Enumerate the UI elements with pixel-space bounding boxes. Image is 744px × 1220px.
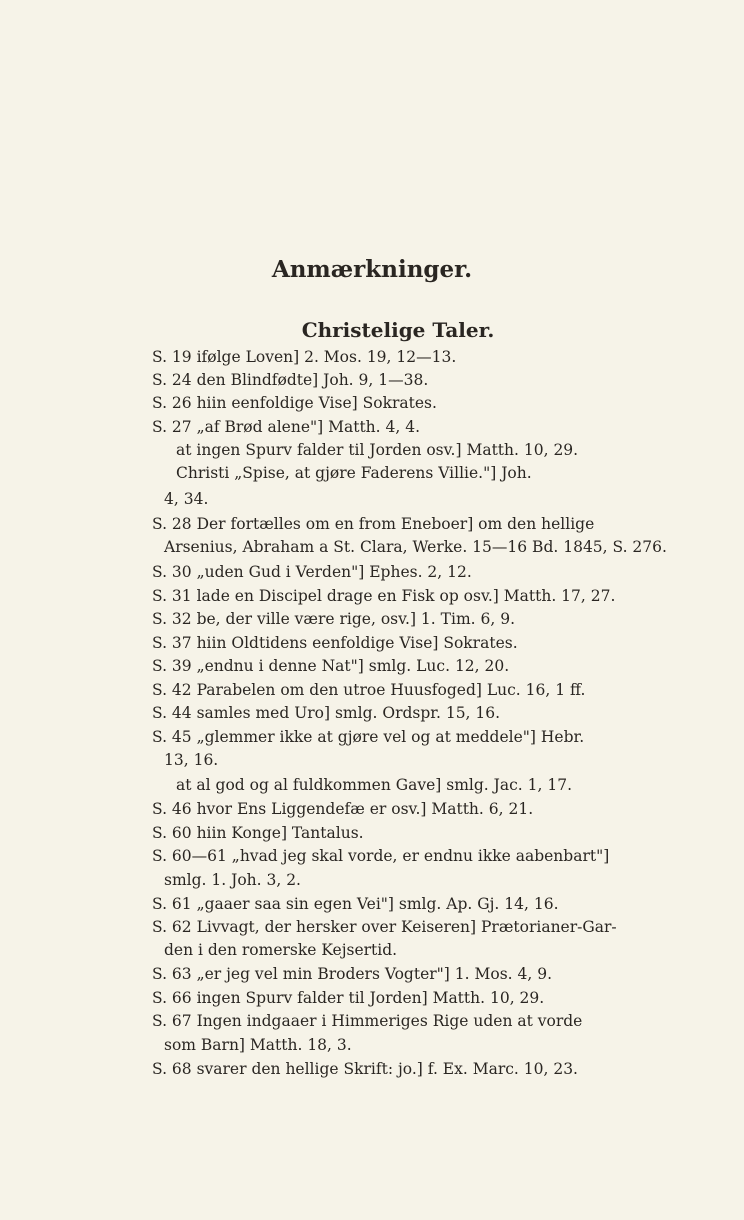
note-line: smlg. 1. Joh. 3, 2. — [164, 871, 301, 889]
note-line: S. 67 Ingen indgaaer i Himmeriges Rige uden at vorde — [152, 1012, 583, 1030]
note-line: S. 61 „gaaer saa sin egen Vei"] smlg. Ap. Gj. 14, 16. — [152, 895, 559, 913]
note-line: S. 31 lade en Discipel drage en Fisk op osv.] Matth. 17, 27. — [152, 587, 616, 605]
note-line: S. 66 ingen Spurv falder til Jorden] Matth. 10, 29. — [152, 989, 545, 1007]
note-line: S. 39 „endnu i denne Nat"] smlg. Luc. 12, 20. — [152, 657, 510, 675]
note-line: 4, 34. — [164, 490, 209, 508]
note-line: den i den romerske Kejsertid. — [164, 941, 398, 959]
note-line: S. 46 hvor Ens Liggendefæ er osv.] Matth. 6, 21. — [152, 800, 534, 818]
note-line: 13, 16. — [164, 751, 219, 769]
page-title: Anmærkninger. — [271, 256, 473, 283]
note-line: S. 63 „er jeg vel min Broders Vogter"] 1. Mos. 4, 9. — [152, 965, 553, 983]
note-line: S. 26 hiin eenfoldige Vise] Sokrates. — [152, 394, 437, 412]
note-line: at al god og al fuldkommen Gave] smlg. Jac. 1, 17. — [176, 776, 572, 794]
note-line: S. 24 den Blindfødte] Joh. 9, 1—38. — [152, 371, 429, 389]
note-line: S. 32 be, der ville være rige, osv.] 1. Tim. 6, 9. — [152, 610, 516, 628]
note-line: at ingen Spurv falder til Jorden osv.] Matth. 10, 29. — [176, 441, 579, 459]
section-title: Christelige Taler. — [301, 318, 495, 342]
note-line: S. 60—61 „hvad jeg skal vorde, er endnu ikke aabenbart"] — [152, 847, 610, 865]
note-line: Christi „Spise, at gjøre Faderens Villie."] Joh. — [176, 464, 532, 482]
note-line: S. 42 Parabelen om den utroe Huusfoged] Luc. 16, 1 ff. — [152, 681, 586, 699]
note-line: Arsenius, Abraham a St. Clara, Werke. 15—16 Bd. 1845, S. 276. — [164, 538, 667, 556]
note-line: S. 44 samles med Uro] smlg. Ordspr. 15, 16. — [152, 704, 501, 722]
note-line: S. 19 ifølge Loven] 2. Mos. 19, 12—13. — [152, 348, 457, 366]
note-line: som Barn] Matth. 18, 3. — [164, 1036, 352, 1054]
note-line: S. 60 hiin Konge] Tantalus. — [152, 824, 364, 842]
note-line: S. 30 „uden Gud i Verden"] Ephes. 2, 12. — [152, 563, 472, 581]
note-line: S. 62 Livvagt, der hersker over Keiseren] Prætorianer-Gar- — [152, 918, 617, 936]
note-line: S. 68 svarer den hellige Skrift: jo.] f. Ex. Marc. 10, 23. — [152, 1060, 578, 1078]
note-line: S. 27 „af Brød alene"] Matth. 4, 4. — [152, 418, 421, 436]
note-line: S. 37 hiin Oldtidens eenfoldige Vise] Sokrates. — [152, 634, 518, 652]
note-line: S. 28 Der fortælles om en from Eneboer] om den hellige — [152, 515, 595, 533]
note-line: S. 45 „glemmer ikke at gjøre vel og at meddele"] Hebr. — [152, 728, 585, 746]
